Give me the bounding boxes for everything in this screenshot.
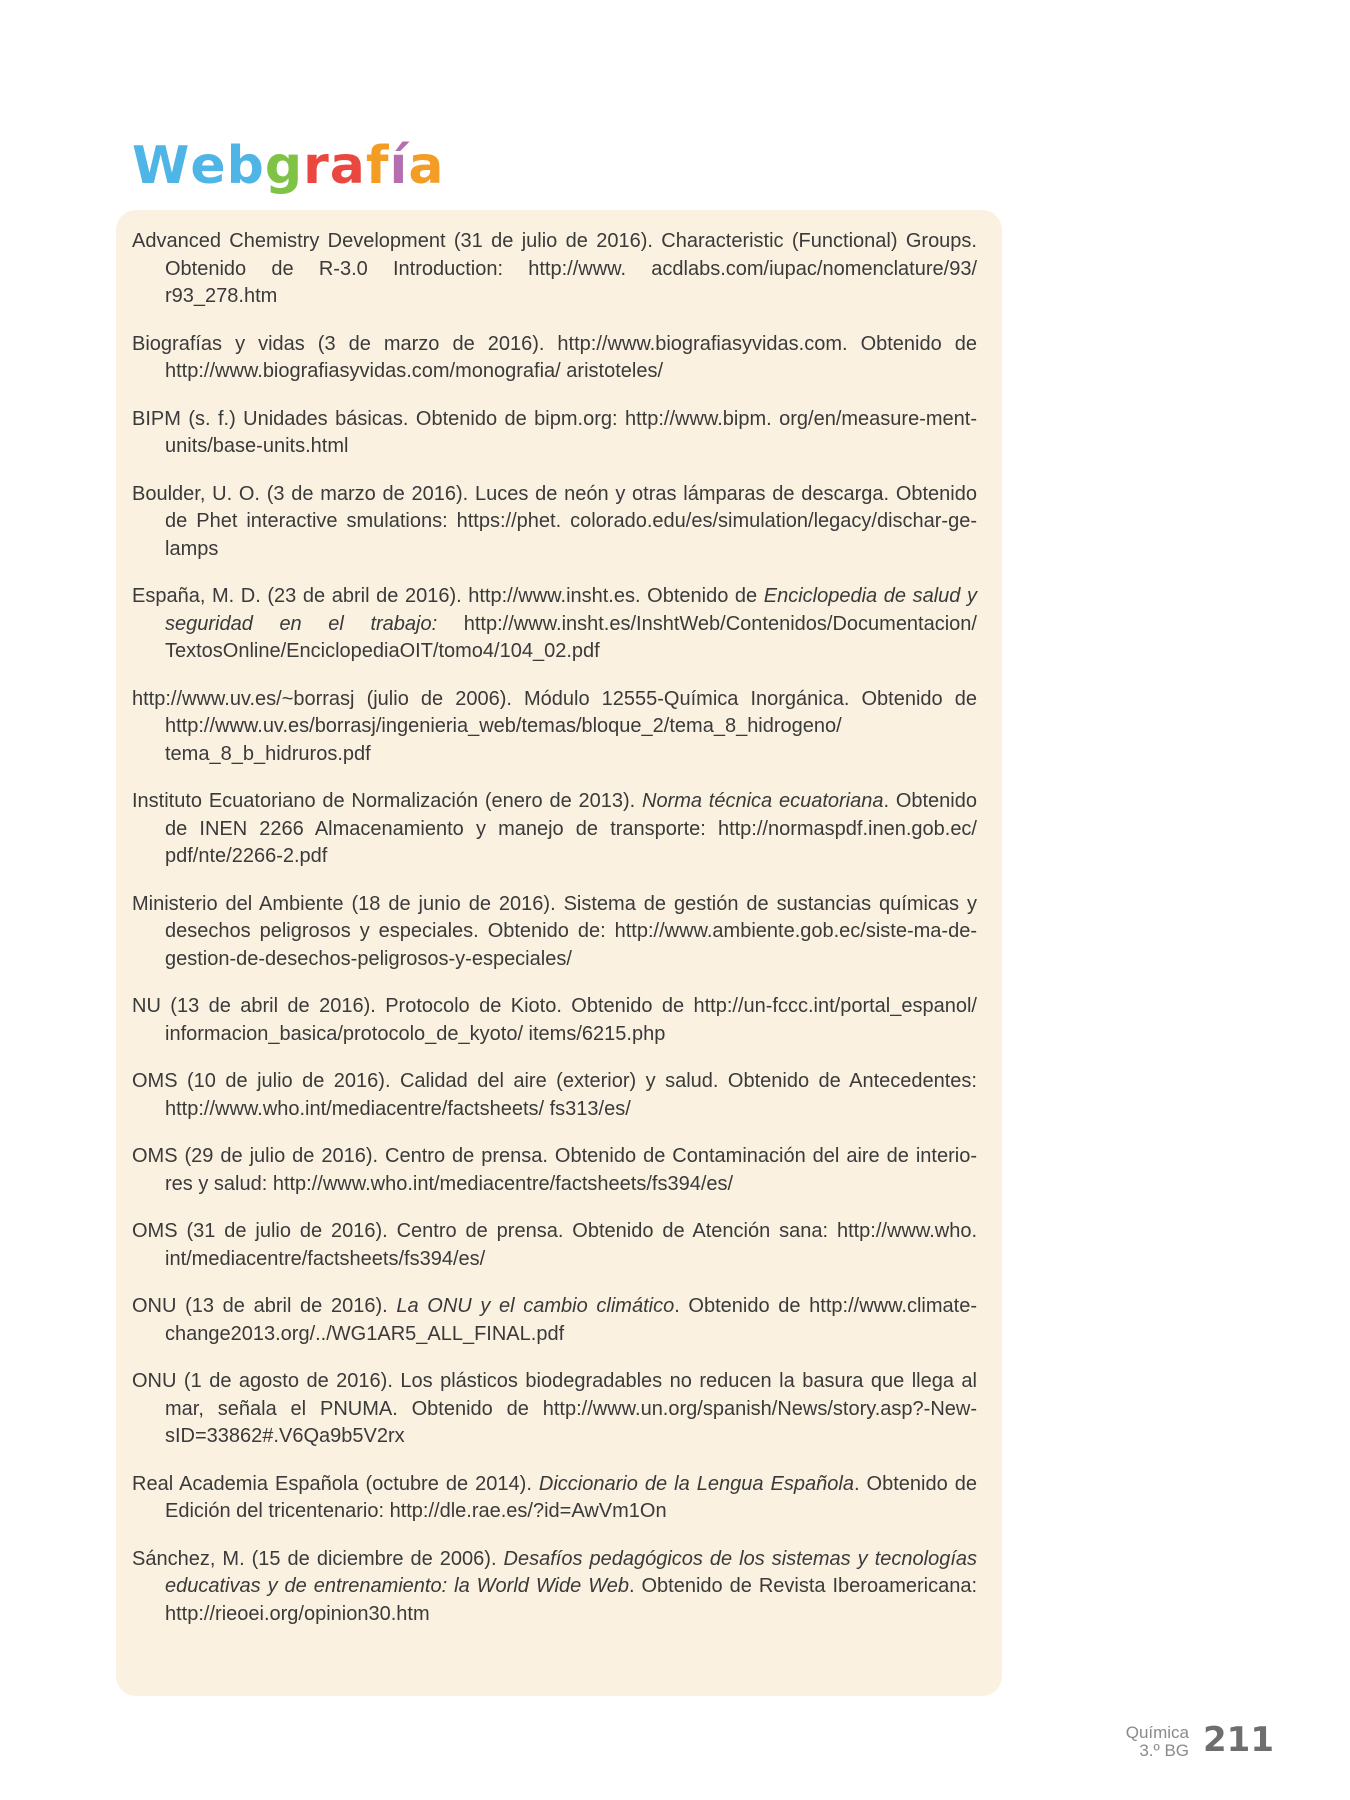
reference-text: Real Academia Española (octubre de 2014).: [132, 1472, 539, 1495]
reference-text: BIPM (s. f.) Unidades básicas. Obtenido de bipm.org: http://www.bipm. org/en/measure-ment-units/base-units.html: [132, 407, 977, 457]
page-footer: [1126, 1722, 1274, 1760]
reference-text: . Obtenido de Edición del tricentenario: http://dle.rae.es/?id=AwVm1On: [165, 1472, 978, 1522]
reference-text: Ministerio del Ambiente (18 de junio de 2016). Sistema de gestión de sustancias químicas y desechos peligrosos y especiales. Obtenido de: http://www.ambiente.gob.ec/siste-ma-de-gestion-de-desechos-peligrosos-y-especiales/: [132, 892, 977, 970]
reference-text: OMS (31 de julio de 2016). Centro de prensa. Obtenido de Atención sana: http://www.who. int/mediacentre/factsheets/fs394/es/: [132, 1220, 977, 1270]
reference-entry: [132, 993, 977, 1048]
reference-entry: [132, 788, 977, 871]
reference-title: Norma técnica ecuatoriana: [642, 790, 884, 812]
page-number: 211: [1203, 1720, 1274, 1760]
reference-text: ONU (13 de abril de 2016).: [132, 1295, 397, 1317]
reference-entry: [132, 891, 977, 974]
reference-entry: [132, 331, 977, 386]
reference-title: La ONU y el cambio climático: [396, 1295, 675, 1317]
reference-entry: [132, 481, 977, 564]
reference-entry: [132, 1546, 977, 1629]
title-letter: e: [190, 136, 227, 196]
reference-text: Instituto Ecuatoriano de Normalización (enero de 2013).: [132, 790, 642, 812]
book-label: [1126, 1724, 1189, 1760]
reference-text: OMS (29 de julio de 2016). Centro de prensa. Obtenido de Contaminación del aire de interio-res y salud: http://www.who.int/mediacentre/factsheets/fs394/es/: [132, 1145, 977, 1195]
title-letter: a: [408, 136, 445, 196]
title-letter: a: [329, 136, 366, 196]
reference-text: Sánchez, M. (15 de diciembre de 2006).: [132, 1547, 504, 1570]
reference-title: Desafíos pedagógicos de los sistemas y tecnologías educativas y de entrenamiento: la World Wide Web: [165, 1547, 977, 1597]
reference-entry: [132, 583, 977, 666]
subject-label: Química: [1125, 1723, 1190, 1742]
reference-entry: [132, 686, 977, 769]
title-letter: í: [389, 136, 409, 196]
reference-entry: [132, 1218, 977, 1273]
reference-title: Enciclopedia de salud y seguridad en el trabajo:: [165, 585, 977, 635]
reference-entry: [132, 1143, 977, 1198]
reference-text: . Obtenido de INEN 2266 Almacenamiento y manejo de transporte: http://normaspdf.inen.gob.ec/ pdf/nte/2266-2.pdf: [165, 790, 977, 867]
reference-text: http://www.uv.es/~borrasj (julio de 2006). Módulo 12555-Química Inorgánica. Obtenido de http://www.uv.es/borrasj/ingenieria_web/temas/bloque_2/tema_8_hidrogeno/ tema_8_b_hidruros.pdf: [132, 687, 977, 765]
title-letter: b: [226, 136, 265, 196]
reference-text: OMS (10 de julio de 2016). Calidad del aire (exterior) y salud. Obtenido de Antecedentes: http://www.who.int/mediacentre/factsheets/ fs313/es/: [132, 1070, 977, 1120]
reference-entry: [132, 1368, 977, 1451]
title-letter: r: [303, 136, 330, 196]
reference-text: . Obtenido de Revista Iberoamericana: http://rieoei.org/opinion30.htm: [165, 1575, 978, 1625]
reference-text: Biografías y vidas (3 de marzo de 2016). http://www.biografiasyvidas.com. Obtenido de http://www.biografiasyvidas.com/monografia/ aristoteles/: [132, 332, 977, 382]
reference-text: ONU (1 de agosto de 2016). Los plásticos biodegradables no reducen la basura que llega al mar, señala el PNUMA. Obtenido de http://www.un.org/spanish/News/story.asp?-New-sID=33862#.V6Qa9b5V2rx: [132, 1370, 977, 1447]
title-letter: W: [132, 136, 191, 196]
reference-entry: [132, 228, 977, 311]
reference-text: . Obtenido de http://www.climate-change2013.org/../WG1AR5_ALL_FINAL.pdf: [165, 1295, 977, 1345]
reference-entry: [132, 1068, 977, 1123]
reference-text: http://www.insht.es/InshtWeb/Contenidos/Documentacion/ TextosOnline/EnciclopediaOIT/tomo4/104_02.pdf: [165, 612, 977, 662]
grade-label: 3.º BG: [1139, 1741, 1190, 1760]
reference-entry: [132, 406, 977, 461]
title-letter: g: [264, 136, 304, 196]
reference-entry: [132, 1471, 977, 1526]
reference-text: Advanced Chemistry Development (31 de julio de 2016). Characteristic (Functional) Groups. Obtenido de R-3.0 Introduction: http://www. acdlabs.com/iupac/nomenclature/93/ r93_278.htm: [132, 230, 977, 307]
reference-title: Diccionario de la Lengua Española: [538, 1472, 854, 1495]
reference-text: España, M. D. (23 de abril de 2016). http://www.insht.es. Obtenido de: [132, 585, 764, 607]
title-letter: f: [365, 136, 390, 196]
references-panel: [116, 210, 1002, 1696]
reference-entry: [132, 1293, 977, 1348]
reference-text: Boulder, U. O. (3 de marzo de 2016). Luces de neón y otras lámparas de descarga. Obtenido de Phet interactive smulations: https://phet. colorado.edu/es/simulation/legacy/dischar-ge-lamps: [132, 482, 977, 560]
page-title: [132, 136, 445, 196]
reference-text: NU (13 de abril de 2016). Protocolo de Kioto. Obtenido de http://un-fccc.int/portal_espanol/ informacion_basica/protocolo_de_kyoto/ items/6215.php: [132, 995, 977, 1045]
